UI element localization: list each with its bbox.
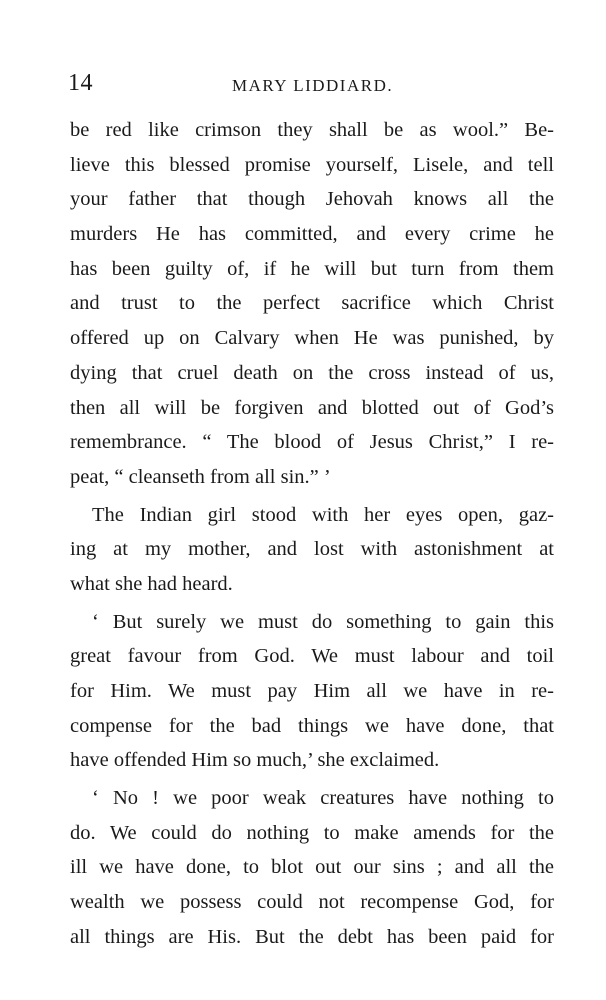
paragraph (70, 498, 554, 602)
paragraph (70, 113, 554, 495)
text-line: wealth we possess could not recompense God, for (70, 891, 554, 914)
text-line: compense for the bad things we have done, that (70, 714, 554, 737)
body-text (70, 113, 554, 955)
text-line: all things are His. But the debt has been paid for (70, 925, 554, 948)
text-line: ‘ No ! we poor weak creatures have nothing to (92, 787, 554, 810)
text-line: remembrance. “ The blood of Jesus Christ,” I re- (70, 431, 554, 454)
text-line: dying that cruel death on the cross instead of us, (70, 361, 554, 384)
text-line: lieve this blessed promise yourself, Lisele, and tell (70, 153, 554, 176)
text-line: The Indian girl stood with her eyes open, gaz- (92, 503, 554, 526)
page-number: 14 (68, 70, 93, 96)
text-line: great favour from God. We must labour and toil (70, 645, 554, 668)
text-line: do. We could do nothing to make amends for the (70, 821, 554, 844)
text-line: ‘ But surely we must do something to gain this (92, 610, 554, 633)
text-line: murders He has committed, and every crime he (70, 223, 554, 246)
text-line: your father that though Jehovah knows all the (70, 188, 554, 211)
text-line: ing at my mother, and lost with astonishment at (70, 538, 554, 561)
text-line: have offended Him so much,’ she exclaimed. (70, 749, 440, 772)
text-line: what she had heard. (70, 572, 233, 595)
paragraph (70, 605, 554, 778)
running-head: MARY LIDDIARD. (232, 76, 394, 95)
text-line: peat, “ cleanseth from all sin.” ’ (70, 465, 331, 488)
text-line: offered up on Calvary when He was punished, by (70, 327, 554, 350)
text-line: then all will be forgiven and blotted out of God’s (70, 396, 554, 419)
text-line: ill we have done, to blot out our sins ; and all the (70, 856, 554, 879)
text-line: for Him. We must pay Him all we have in re- (70, 680, 554, 702)
paragraph (70, 781, 554, 954)
text-line: be red like crimson they shall be as wool.” Be- (70, 119, 554, 141)
text-line: has been guilty of, if he will but turn from them (70, 257, 554, 280)
text-line: and trust to the perfect sacrifice which Christ (70, 292, 554, 315)
page-header (68, 68, 554, 98)
